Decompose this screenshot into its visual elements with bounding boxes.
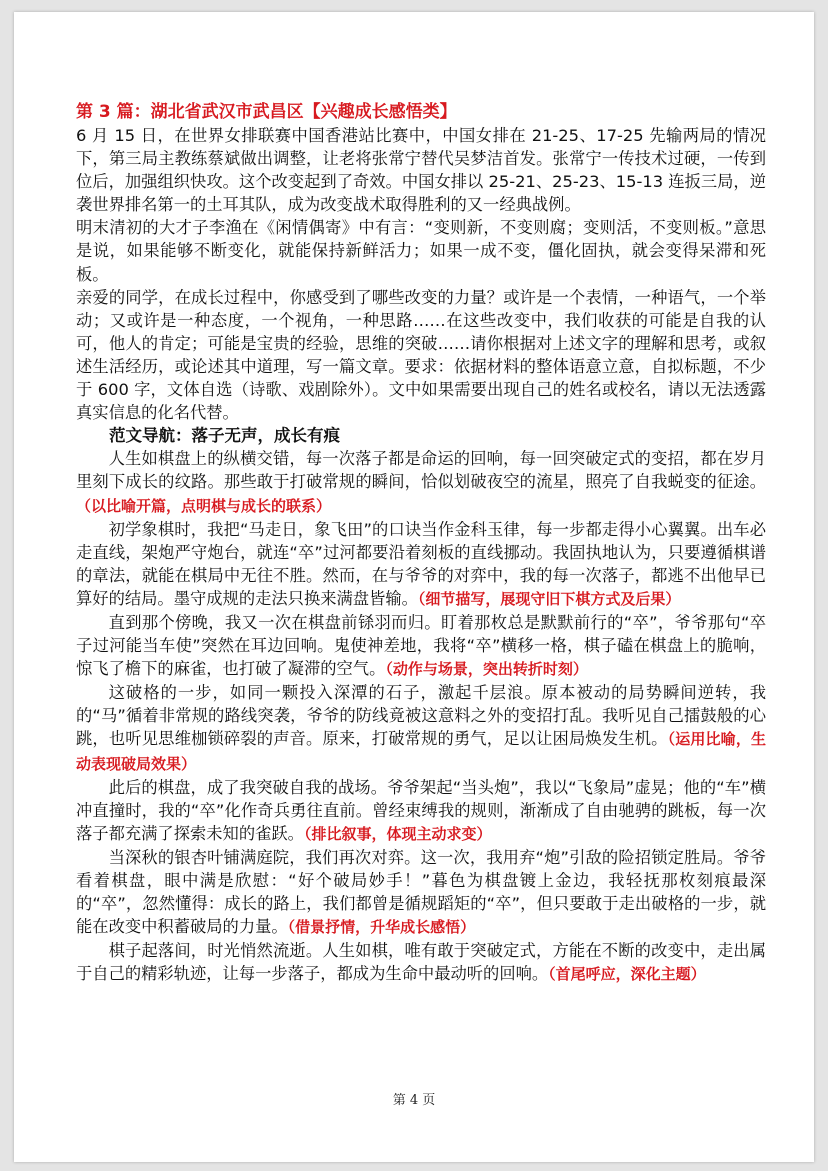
annotation-note: （运用比喻，生动表现破局效果） [76,730,766,773]
prompt-paragraph: 6 月 15 日，在世界女排联赛中国香港站比赛中，中国女排在 21-25、17-25 先输两局的情况下，第三局主教练蔡斌做出调整，让老将张常宁替代吴梦洁首发。张常宁一传技术过硬，一传到位后，加强组织快攻。这个改变起到了奇效。中国女排以 25-21、25-23、15-13 连扳三局，逆袭世界排名第一的土耳其队，成为改变战术取得胜利的又一经典战例。 [76,126,766,215]
writing-prompt [76,124,766,424]
essay-paragraph [76,846,766,939]
essay-text: 直到那个傍晚，我又一次在棋盘前铩羽而归。盯着那枚总是默默前行的“卒”，爷爷那句“卒子过河能当车使”突然在耳边回响。鬼使神差地，我将“卒”横移一格，棋子磕在棋盘上的脆响，惊飞了檐下的麻雀，也打破了凝滞的空气。 [76,612,766,679]
essay-text: 当深秋的银杏叶铺满庭院，我们再次对弈。这一次，我用弃“炮”引敌的险招锁定胜局。爷爷看着棋盘，眼中满是欣慰：“好个破局妙手！”暮色为棋盘镀上金边，我轻抚那枚刻痕最深的“卒”，忽然懂得：成长的路上，我们都曾是循规蹈矩的“卒”，但只要敢于走出破格的一步，就能在改变中积蓄破局的力量。 [76,847,766,937]
essay-paragraph [76,611,766,681]
essay-paragraph [76,447,766,517]
essay-text: 人生如棋盘上的纵横交错，每一次落子都是命运的回响，每一回突破定式的变招，都在岁月里刻下成长的纹路。那些敢于打破常规的瞬间，恰似划破夜空的流星，照亮了自我蜕变的征途。 [76,449,766,492]
model-essay [76,447,766,986]
annotation-note: （借景抒情，升华成长感悟） [287,918,476,937]
essay-text: 此后的棋盘，成了我突破自我的战场。爷爷架起“当头炮”，我以“飞象局”虚晃；他的“车”横冲直撞时，我的“卒”化作奇兵勇往直前。曾经束缚我的规则，渐渐成了自由驰骋的跳板，每一次落子都充满了探索未知的雀跃。 [76,777,766,843]
annotation-note: （动作与场景，突出转折时刻） [385,660,588,679]
annotation-note: （以比喻开篇，点明棋与成长的联系） [76,496,332,515]
essay-text: 初学象棋时，我把“马走日，象飞田”的口诀当作金科玉律，每一步都走得小心翼翼。出车必走直线，架炮严守炮台，就连“卒”过河都要沿着刻板的直线挪动。我固执地认为，只要遵循棋谱的章法，就能在棋局中无往不胜。然而，在与爷爷的对弈中，我的每一次落子，都逃不出他早已算好的结局。墨守成规的走法只换来满盘皆输。 [76,519,766,608]
page-content [76,100,766,986]
essay-paragraph [76,518,766,611]
essay-text: 这破格的一步，如同一颗投入深潭的石子，激起千层浪。原本被动的局势瞬间逆转，我的“马”循着非常规的路线突袭，爷爷的防线竟被这意料之外的变招打乱。我听见自己擂鼓般的心跳，也听见思维枷锁碎裂的声音。原来，打破常规的勇气，足以让困局焕发生机。 [76,683,766,749]
prompt-paragraph: 明末清初的大才子李渔在《闲情偶寄》中有言：“变则新，不变则腐；变则活，不变则板。”意思是说，如果能够不断变化，就能保持新鲜活力；如果一成不变，僵化固执，就会变得呆滞和死板。 [76,218,766,284]
essay-paragraph [76,681,766,775]
document-page [14,12,814,1162]
annotation-note: （细节描写，展现守旧下棋方式及后果） [417,589,681,608]
essay-paragraph [76,939,766,986]
prompt-paragraph: 亲爱的同学，在成长过程中，你感受到了哪些改变的力量？或许是一个表情，一种语气，一个举动；又或许是一种态度，一个视角，一种思路……在这些改变中，我们收获的可能是自我的认可，他人的肯定；可能是宝贵的经验，思维的突破……请你根据对上述文字的理解和思考，或叙述生活经历，或论述其中道理，写一篇文章。要求：依据材料的整体语意立意，自拟标题，不少于 600 字，文体自选（诗歌、戏剧除外）。文中如果需要出现自己的姓名或校名，请以无法透露真实信息的化名代替。 [76,287,766,423]
essay-text: 棋子起落间，时光悄然流逝。人生如棋，唯有敢于突破定式，方能在不断的改变中，走出属于自己的精彩轨迹，让每一步落子，都成为生命中最动听的回响。 [76,941,766,984]
article-heading: 第 3 篇：湖北省武汉市武昌区【兴趣成长感悟类】 [76,102,457,122]
page-number: 第 4 页 [392,1093,436,1108]
essay-paragraph [76,776,766,846]
annotation-note: （排比叙事，体现主动求变） [303,824,492,843]
essay-title: 范文导航：落子无声，成长有痕 [109,426,340,446]
annotation-note: （首尾呼应，深化主题） [548,965,706,984]
